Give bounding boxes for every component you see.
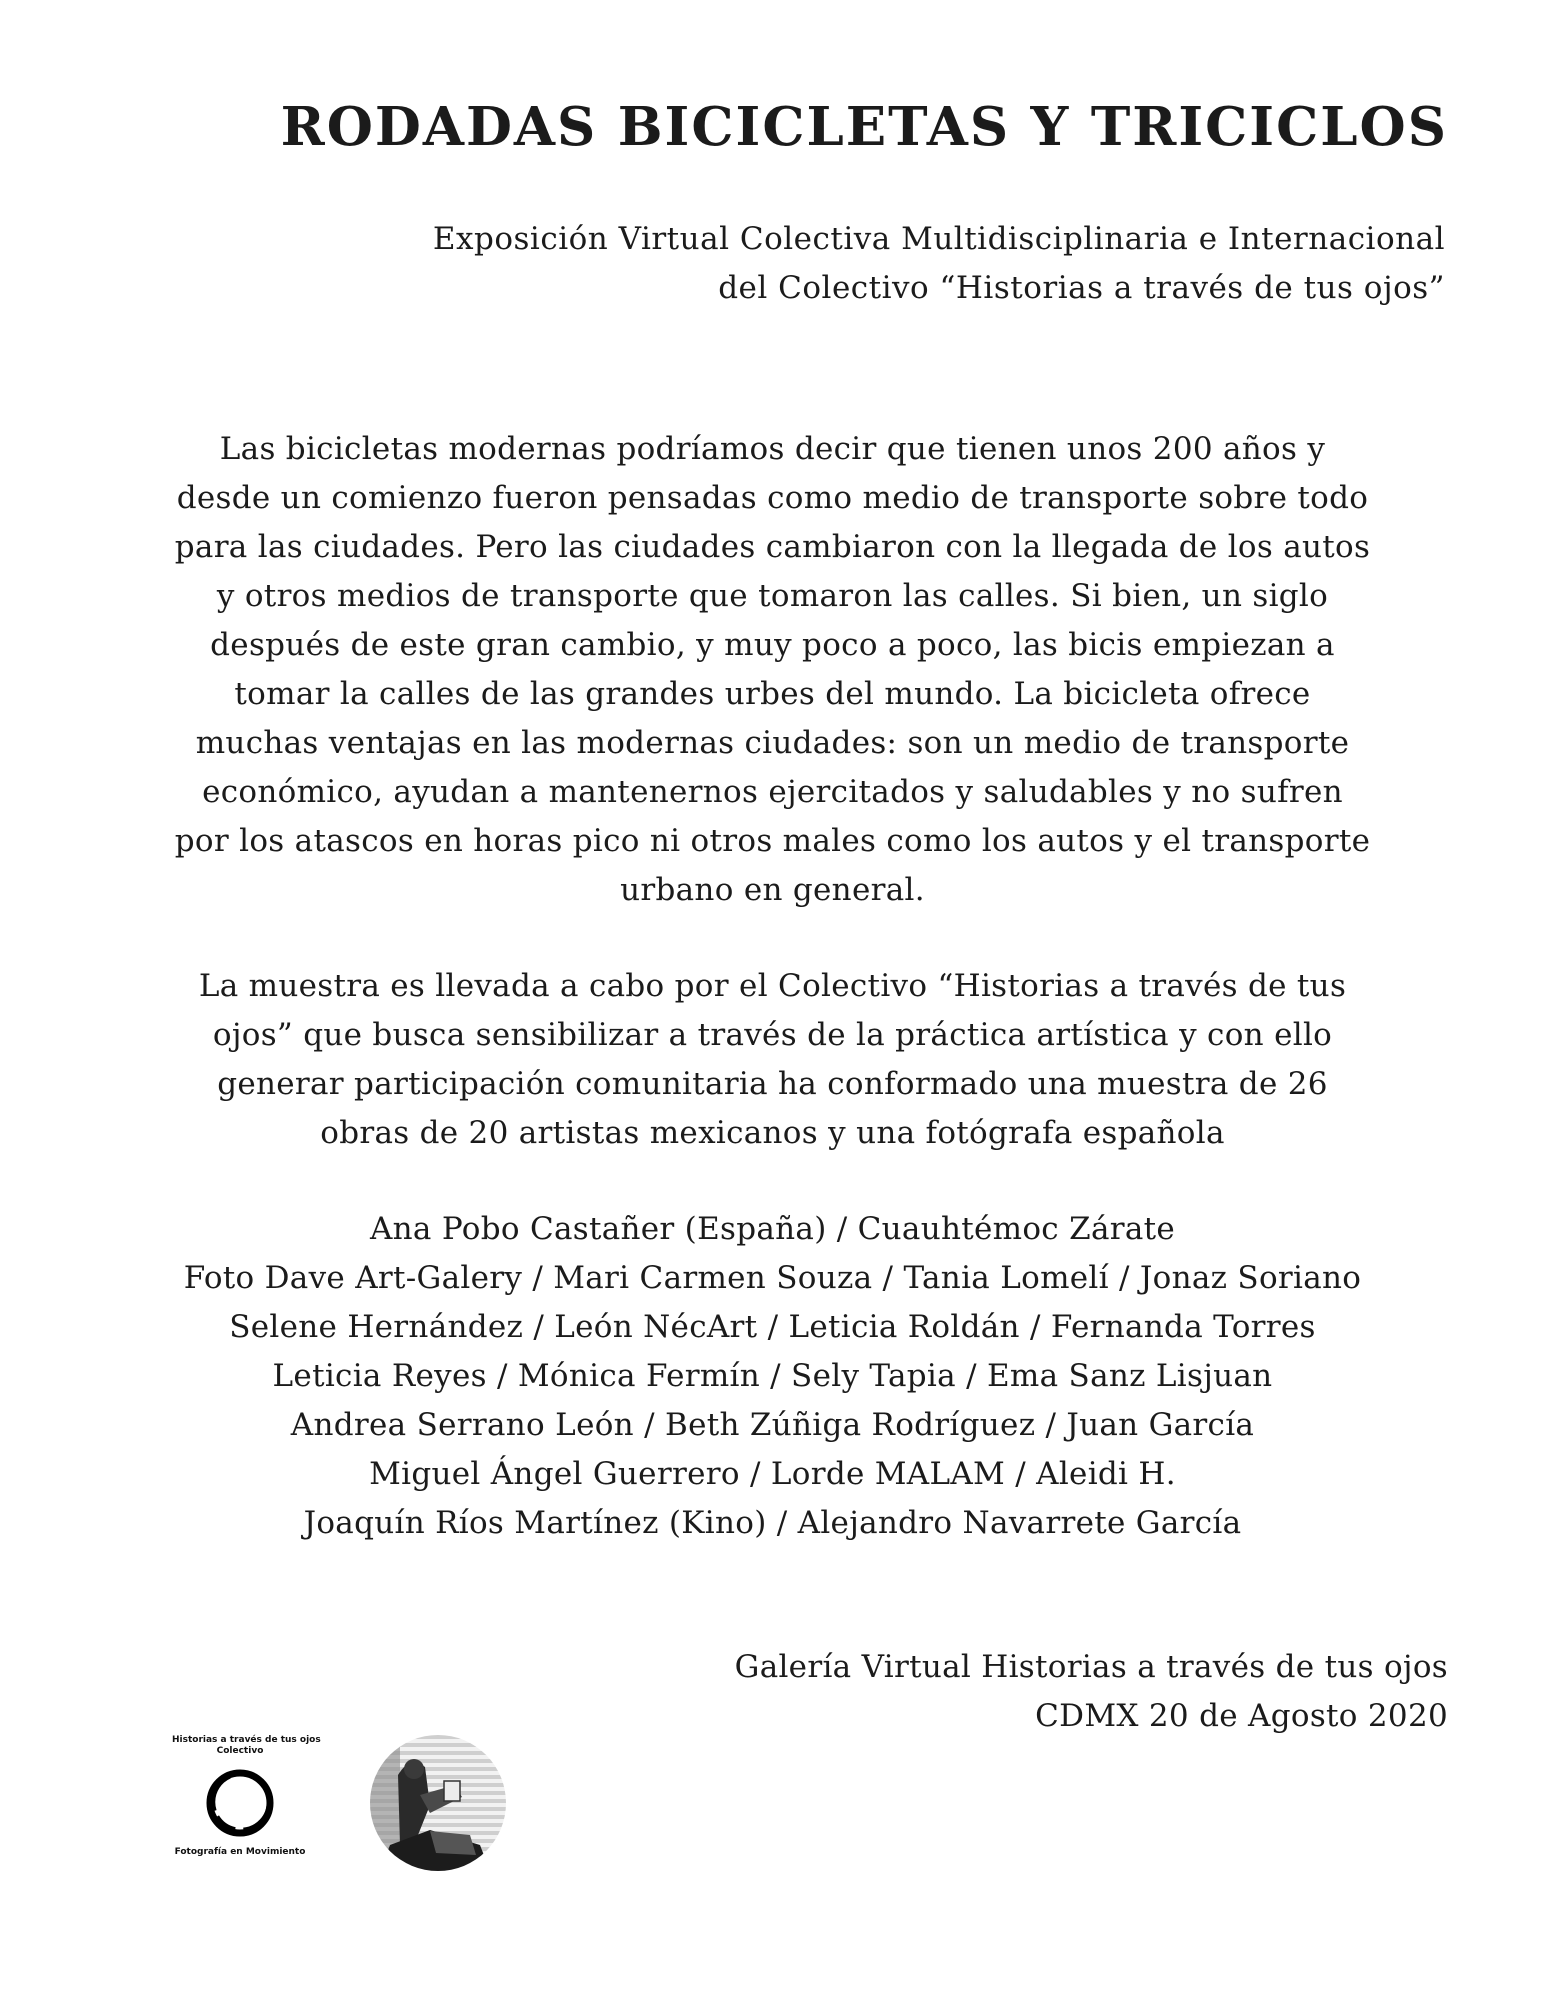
- artist-line: Miguel Ángel Guerrero / Lorde MALAM / Aleidi H.: [369, 1456, 1176, 1492]
- paragraph-line: después de este gran cambio, y muy poco a poco, las bicis empiezan a: [210, 627, 1335, 663]
- artist-list: [70, 1205, 1475, 1548]
- ink-circle-icon: [200, 1763, 280, 1843]
- artist-line: Leticia Reyes / Mónica Fermín / Sely Tapia / Ema Sanz Lisjuan: [272, 1358, 1273, 1394]
- event-date: CDMX 20 de Agosto 2020: [1035, 1698, 1448, 1734]
- artist-line: Ana Pobo Castañer (España) / Cuauhtémoc Zárate: [369, 1211, 1176, 1247]
- logo-line: Fotografía en Movimiento: [174, 1847, 306, 1857]
- artist-line: Foto Dave Art-Galery / Mari Carmen Souza / Tania Lomelí / Jonaz Soriano: [183, 1260, 1362, 1296]
- paragraph-line: tomar la calles de las grandes urbes del mundo. La bicicleta ofrece: [234, 676, 1311, 712]
- intro-paragraph: [70, 425, 1475, 915]
- subtitle-line: del Colectivo “Historias a través de tus ojos”: [718, 270, 1445, 306]
- artist-line: Andrea Serrano León / Beth Zúñiga Rodríguez / Juan García: [290, 1407, 1255, 1443]
- document-title: RODADAS BICICLETAS Y TRICICLOS: [280, 96, 1448, 158]
- paragraph-line: urbano en general.: [620, 872, 925, 908]
- paragraph-line: generar participación comunitaria ha conformado una muestra de 26: [217, 1066, 1328, 1102]
- paragraph-line: y otros medios de transporte que tomaron las calles. Si bien, un siglo: [216, 578, 1329, 614]
- logo-line: Historias a través de tus ojos: [172, 1735, 321, 1745]
- artist-line: Selene Hernández / León NécArt / Leticia Roldán / Fernanda Torres: [229, 1309, 1316, 1345]
- artist-line: Joaquín Ríos Martínez (Kino) / Alejandro Navarrete García: [303, 1505, 1242, 1541]
- paragraph-line: por los atascos en horas pico ni otros males como los autos y el transporte: [174, 823, 1371, 859]
- paragraph-line: económico, ayudan a mantenernos ejercitados y saludables y no sufren: [202, 774, 1343, 810]
- paragraph-line: Las bicicletas modernas podríamos decir que tienen unos 200 años y: [219, 431, 1326, 467]
- collective-logo: [172, 1735, 321, 1885]
- cyclist-portrait-photo: [370, 1735, 506, 1871]
- paragraph-line: obras de 20 artistas mexicanos y una fotógrafa española: [320, 1115, 1225, 1151]
- paragraph-line: para las ciudades. Pero las ciudades cambiaron con la llegada de los autos: [174, 529, 1371, 565]
- paragraph-line: muchas ventajas en las modernas ciudades: son un medio de transporte: [195, 725, 1350, 761]
- logo-line: Colectivo: [216, 1746, 264, 1756]
- subtitle-line: Exposición Virtual Colectiva Multidisciplinaria e Internacional: [432, 221, 1445, 257]
- footer-info: [735, 1643, 1448, 1741]
- exhibit-paragraph: [70, 962, 1475, 1158]
- paragraph-line: ojos” que busca sensibilizar a través de la práctica artística y con ello: [212, 1017, 1333, 1053]
- paragraph-line: desde un comienzo fueron pensadas como medio de transporte sobre todo: [176, 480, 1369, 516]
- paragraph-line: La muestra es llevada a cabo por el Colectivo “Historias a través de tus: [198, 968, 1347, 1004]
- subtitle: [120, 215, 1445, 313]
- gallery-name: Galería Virtual Historias a través de tus ojos: [734, 1649, 1448, 1685]
